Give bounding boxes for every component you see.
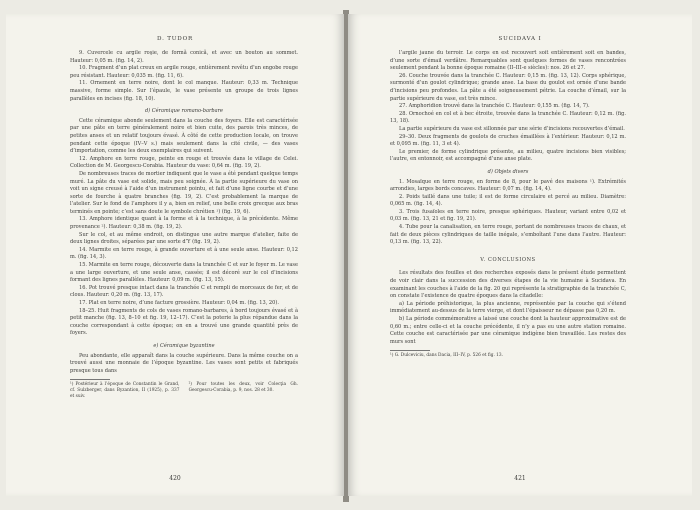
paragraph: 15. Marmite en terre rouge, découverte dans la tranchée C et sur le foyer m. Le vase a une large ouverture, et une seule anse, cassée; il est décoré sur le col d’incisions formant des lignes parallèles. Hauteur: 0,09 m. (fig. 13, 15). [70,262,298,284]
running-head: SUCIDAVA I [498,36,542,42]
paragraph: l’argile jaune du terroir. Le corps en est recouvert soit entièrement soit en bandes, d’une sorte d’émail verdâtre. Remarquables sont quelques formes de vases rencontrées seulement pendant la bonne époque romaine (II–III-e siècles): nos. 26 et 27. [390,50,626,72]
left-page [6,14,344,496]
paragraph: 18–25. Huit fragments de cols de vases romano-barbares, à bord toujours évasé et à petit manche (fig. 13, 8–10 et fig. 19, 12–17). C’est la poterie la plus répandue dans la couche correspondant à cette époque; on en a trouvé une grande quantité près de foyers. [70,307,298,337]
section-heading: e) Céramique byzantine [153,342,215,349]
paragraph: 12. Amphore en terre rouge, peinte en rouge et trouvée dans le village de Celei. Collection de M. Georgescu-Corabia. Hauteur du vase: 0,64 m. (fig. 19, 2). [70,155,298,170]
paragraph: 28. Ornochoé en col et à bec étroite, trouvée dans la tranchée C. Hauteur: 0,12 m. (fig. 13, 18). [390,110,626,125]
paragraph: Cette céramique abonde seulement dans la couche des foyers. Elle est caractérisée par une pâte en terre généralement noire et bien cuite, des parois très minces, de petites anses et un relatif toujours évasé. À côté de cette production locale, on trouve pendant cette époque (IV–V s.) mais seulement dans la cité civile, — des vases d’importation, comme les deux exemplaires qui suivent. [70,117,298,155]
footnote: ²) Pour toutes les deux, voir Colecţia Gh. Georgescu-Corabia, p. 9, nos. 28 et 30. [188,382,298,393]
paragraph: 11. Ornement en terre noire, dont le col manque. Hauteur: 0,33 m. Technique massive, forme simple. Sur l’épaule, le vase présente un groupe de trois lignes parallèles en incises (fig. 18, 10). [70,80,298,102]
paragraph: 3. Trois fusaïoles en terre noire, presque sphériques. Hauteur, variant entre 0,02 et 0,03 m. (fig. 13, 21 et fig. 19, 21). [390,208,626,223]
section-heading: d) Objets divers [487,168,529,175]
right-page [348,14,692,496]
paragraph: 29–30. Deux fragments de goulots de cruches émaillées à l’extérieur. Hauteur: 0,12 m. et 0,095 m. (fig. 11, 3 et 4). [390,133,626,148]
page-body [390,50,626,359]
paragraph: a) La période préhistorique, la plus ancienne, représentée par la couche qui s’étend immédiatement au-dessus de la terre vierge, et dont l’épaisseur ne dépasse pas 0,20 m. [390,300,626,315]
section-heading: d) Céramique romano-barbare [144,108,224,115]
page-number: 421 [514,475,526,482]
paragraph: 14. Marmite en terre rouge, à grande ouverture et à une seule anse. Hauteur: 0,12 m. (fig. 14, 3). [70,246,298,261]
paragraph: Peu abondante, elle apparaît dans la couche supérieure. Dans la même couche on a trouvé aussi une monnaie de l’époque byzantine. Les vases sont petits et fabriqués presque tous dans [70,352,298,374]
page-number: 420 [169,475,181,482]
paragraph: 9. Cuvercele cu argile roşie, de formă conică, et avec un bouton au sommet. Hauteur: 0,05 m. (fig. 14, 2). [70,50,298,64]
paragraph: b) La période commémorative a laissé une couche dont la hauteur approximative est de 0,60 m.; entre celle-ci et la couche précédente, il n’y a pas eu une autre station romaine. Cette couche est caractérisée par une céramique indigène bien travaillée. Les restes des murs sont [390,316,626,345]
footnote: ¹) Postérieur à l’époque de Constantin le Grand, cf. Sulzberger, dans Byzantion, II (1925), p. 337 et suiv. [70,382,180,399]
paragraph: La partie supérieure du vase est sillonnée par une série d’incisions recouvertes d’émail. [399,125,625,132]
paragraph: 1. Mosaïque en terre rouge, en forme de 8, pour le pavé des maisons ¹). Extrémités arrondies, larges bords concaves. Hauteur: 0,07 m. (fig. 14, 4). [390,178,626,193]
footnote: ¹) G. Dulceviciu, dans Dacia, III–IV, p. 526 et fig. 13. [390,353,504,359]
paragraph: Le premier, de forme cylindrique présente, au milieu, quatre incisions bien visibles; l’autre, en entonnoir, est accompagné d’une anse plate. [390,148,626,163]
paragraph: 27. Amphoridion trouvé dans la tranchée C. Hauteur: 0,155 m. (fig. 14, 7). [399,103,590,110]
paragraph: 16. Pot trouvé presque intact dans la tranchée C et rempli de morceaux de fer, et de clous. Hauteur: 0,20 m. (fig. 13, 17). [70,284,298,299]
running-head: D. TUDOR [157,36,193,42]
paragraph: 13. Amphore identique quant à la forme et à la technique, à la précédente. Même provenance ²). Hauteur: 0,38 m. (fig. 19, 2). [70,216,298,231]
footnote-rule [390,350,430,351]
paragraph: De nombreuses traces de mortier indiquent que le vase a été pendant quelque temps muré. La pâte du vase est solide, mais peu soignée. À la partie supérieure du vase on voit un signe creusé à l’aide d’un instrument pointu, et fait d’une ligne courbe et d’une sorte de fourche à quatre branches (fig. 19, 2). C’est probablement la marque de l’atelier. Sur le fond de l’amphore il y a, bien en relief, une belle croix grecque aux bras terminés en pointe; c’est sans doute le symbole chrétien ¹) (fig. 19, 6). [70,170,298,215]
paragraph: 4. Tube pour la canalisation, en terre rouge, portant de nombreuses traces de chaux, et fait de deux pièces cylindriques de taille inégale, s’emboîtant l’une dans l’autre. Hauteur: 0,13 m. (fig. 13, 22). [390,224,626,246]
paragraph: 10. Fragment d’un plat creux en argile rouge, entièrement revêtu d’un engobe rouge peu résistant. Hauteur: 0,035 m. (fig. 11, 6). [70,65,298,79]
footnote-rule [70,379,110,380]
page-body [70,50,298,399]
paragraph: Sur le col, et au même endroit, on distingue une autre marque d’atelier, faite de deux lignes droites, séparées par une sorte d’Y (fig. 19, 2). [70,231,298,246]
footnotes [70,382,298,399]
paragraph: Les résultats des fouilles et des recherches exposés dans le présent étude permettent de voir clair dans la succession des diverses étapes de la vie humaine à Sucidava. En examinant les couches à l’aide de la fig. 20 qui représente la stratigraphie de la tranchée C, on constate l’existence de quatre époques dans la citadelle: [390,270,626,300]
section-heading: V. CONCLUSIONS [480,256,536,263]
paragraph: 26. Couche trouvée dans la tranchée C. Hauteur: 0,15 m. (fig. 13, 12). Corps sphérique, surmonté d’un goulot cylindrique; grande anse. La base du goulot est ornée d’une bande d’incisions peu profondes. La pâte a été soigneusement pétrie. La couche d’émail, sur la partie supérieure du vase, est très mince. [390,72,626,102]
paragraph: 17. Plat en terre noire, d’une facture grossière. Hauteur: 0,04 m. (fig. 13, 20). [79,300,279,306]
paragraph: 2. Poids taillé dans une tuile; il est de forme circulaire et percé au milieu. Diamètre: 0,065 m. (fig. 14, 4). [390,193,626,208]
